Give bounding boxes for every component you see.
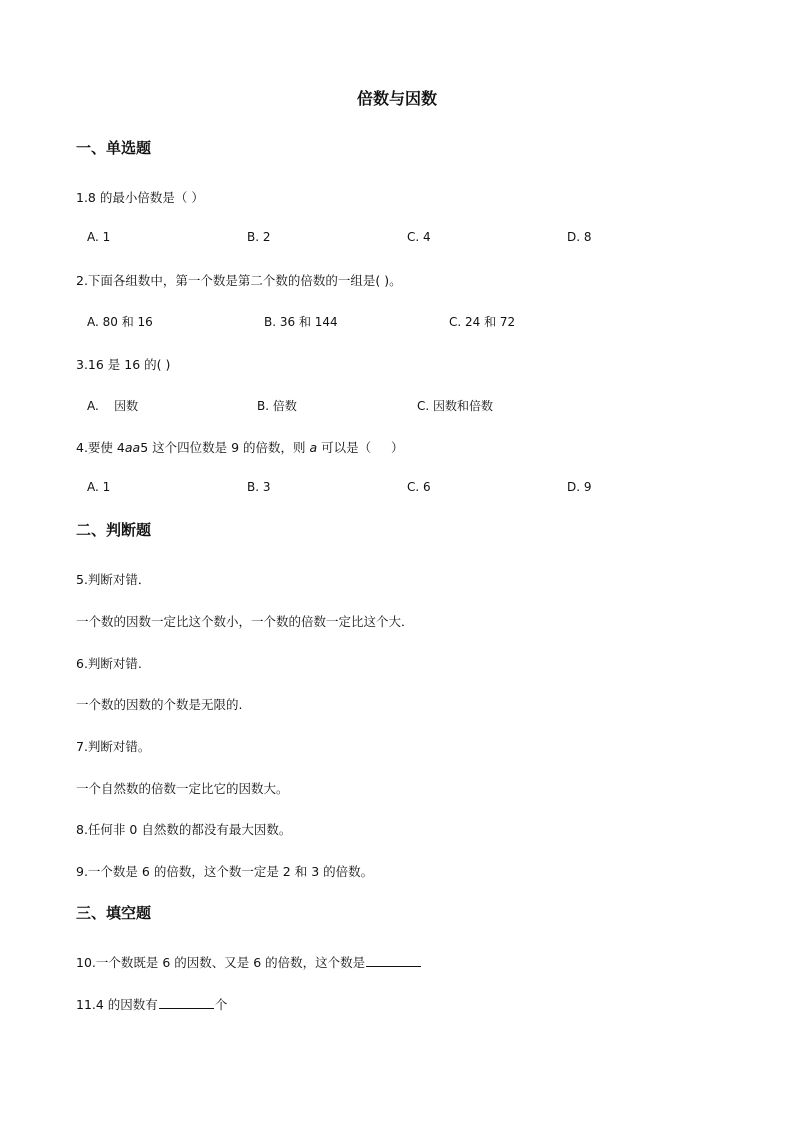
q4-option-a: A. 1: [87, 480, 111, 494]
answer-blank: [366, 965, 421, 967]
question-9: 9.一个数是 6 的倍数，这个数一定是 2 和 3 的倍数。: [76, 864, 374, 879]
question-3: 3.16 是 16 的( ): [76, 357, 171, 372]
q2-option-a: A. 80 和 16: [87, 315, 153, 329]
question-11: [76, 995, 227, 1013]
q4-variable-aa: aa: [124, 440, 141, 455]
question-2: 2.下面各组数中，第一个数是第二个数的倍数的一组是( )。: [76, 273, 402, 288]
q4-option-c: C. 6: [407, 480, 431, 494]
q1-option-c: C. 4: [407, 230, 431, 244]
question-10-text: 10.一个数既是 6 的因数、又是 6 的倍数，这个数是: [76, 955, 366, 970]
q2-option-c: C. 24 和 72: [449, 315, 516, 329]
question-4: [76, 438, 404, 456]
section-heading-single-choice: 一、单选题: [76, 139, 152, 157]
q4-text-b: 5 这个四位数是 9 的倍数，则: [140, 440, 310, 455]
page-title: 倍数与因数: [356, 89, 437, 108]
question-11-text-a: 11.4 的因数有: [76, 997, 158, 1012]
answer-blank: [159, 1007, 214, 1009]
q3-option-c: C. 因数和倍数: [417, 399, 494, 413]
q1-option-b: B. 2: [247, 230, 271, 244]
section-heading-true-false: 二、判断题: [76, 521, 152, 539]
question-7: 7.判断对错。: [76, 739, 151, 754]
q3-option-b: B. 倍数: [257, 399, 297, 413]
q4-option-b: B. 3: [247, 480, 271, 494]
question-11-text-b: 个: [214, 997, 228, 1012]
q3-option-a: A. 因数: [87, 399, 139, 413]
q4-text-c: 可以是（ ）: [317, 440, 404, 455]
question-6-statement: 一个数的因数的个数是无限的.: [76, 697, 243, 712]
q1-option-a: A. 1: [87, 230, 111, 244]
section-heading-fill-blank: 三、填空题: [76, 904, 152, 922]
question-7-statement: 一个自然数的倍数一定比它的因数大。: [76, 781, 289, 796]
q2-option-b: B. 36 和 144: [264, 315, 338, 329]
q1-option-d: D. 8: [567, 230, 592, 244]
question-10: [76, 953, 422, 971]
question-6: 6.判断对错.: [76, 656, 142, 671]
q4-option-d: D. 9: [567, 480, 592, 494]
question-5-statement: 一个数的因数一定比这个数小，一个数的倍数一定比这个大．: [76, 614, 414, 629]
question-5: 5.判断对错．: [76, 572, 151, 587]
q4-variable-a: a: [309, 440, 318, 455]
question-8: 8.任何非 0 自然数的都没有最大因数。: [76, 822, 292, 837]
q4-text-a: 4.要使 4: [76, 440, 125, 455]
question-1: 1.8 的最小倍数是（ ）: [76, 190, 204, 205]
